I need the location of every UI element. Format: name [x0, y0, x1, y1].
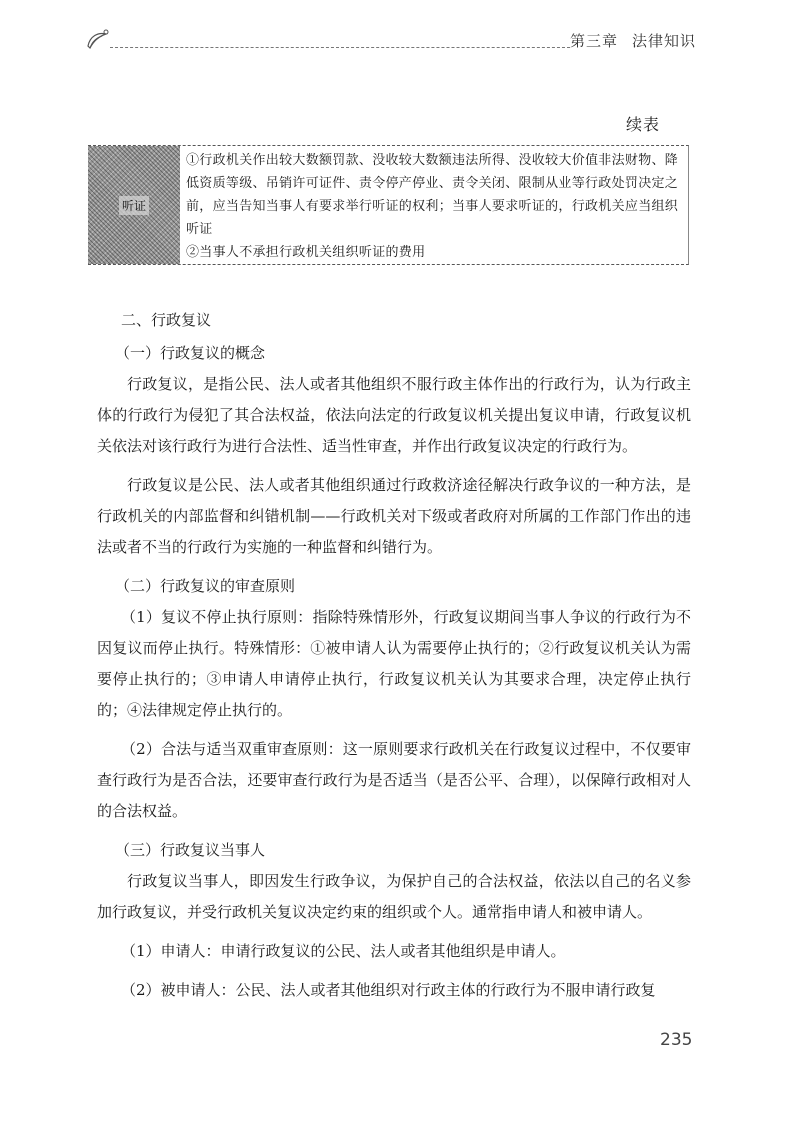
- chapter-title: 法律知识: [631, 32, 696, 50]
- paragraph-concept: 行政复议，是指公民、法人或者其他组织不服行政主体作出的行政行为，认为行政主体的行政行为侵犯了其合法权益，依法向法定的行政复议机关提出复议申请，行政复议机关依法对该行政行为进行合法性、适当性审查，并作出行政复议决定的行政行为。: [97, 375, 691, 455]
- table-row-label: 听证: [119, 196, 149, 215]
- leaf-icon: [84, 26, 112, 50]
- chapter-heading: [570, 30, 696, 51]
- principle-item-2: （2）合法与适当双重审查原则：这一原则要求行政机关在行政复议过程中，不仅要审查行政行为是否合法，还要审查行政行为是否适当（是否公平、合理），以保障行政相对人的合法权益。: [97, 740, 691, 820]
- running-header: [84, 22, 696, 56]
- paragraph-mechanism: 行政复议是公民、法人或者其他组织通过行政救济途径解决行政争议的一种方法，是行政机关的内部监督和纠错机制——行政机关对下级或者政府对所属的工作部门作出的违法或者不当的行政行为实施的一种监督和纠错行为。: [97, 476, 691, 556]
- continued-label: 续表: [626, 115, 661, 134]
- party-item-respondent: （2）被申请人：公民、法人或者其他组织对行政主体的行政行为不服申请行政复: [121, 981, 656, 999]
- paragraph-parties: 行政复议当事人，即因发生行政争议，为保护自己的合法权益，依法以自己的名义参加行政复议，并受行政机关复议决定约束的组织或个人。通常指申请人和被申请人。: [97, 872, 691, 921]
- table-row-header: [88, 146, 180, 264]
- continued-table: [88, 145, 689, 265]
- table-line-1: ①行政机关作出较大数额罚款、没收较大数额违法所得、没收较大价值非法财物、降低资质等级、吊销许可证件、责令停产停业、责令关闭、限制从业等行政处罚决定之前，应当告知当事人有要求举行听证的权利；当事人要求听证的，行政机关应当组织听证: [186, 153, 679, 237]
- subsection-title-principles: （二）行政复议的审查原则: [115, 577, 296, 595]
- body-content: [97, 305, 691, 1014]
- table-row-body: [180, 146, 688, 264]
- subsection-title-concept: （一）行政复议的概念: [115, 344, 266, 362]
- section-title: 二、行政复议: [121, 311, 212, 329]
- page-number: 235: [660, 1030, 693, 1050]
- chapter-number: 第三章: [569, 32, 618, 50]
- principle-item-1: （1）复议不停止执行原则：指除特殊情形外，行政复议期间当事人争议的行政行为不因复议而停止执行。特殊情形：①被申请人认为需要停止执行的；②行政复议机关认为需要停止执行的；③申请人申请停止执行，行政复议机关认为其要求合理，决定停止执行的；④法律规定停止执行的。: [97, 608, 691, 719]
- subsection-title-parties: （三）行政复议当事人: [115, 841, 266, 859]
- party-item-applicant: （1）申请人：申请行政复议的公民、法人或者其他组织是申请人。: [121, 942, 566, 960]
- header-rule: [110, 47, 570, 48]
- table-line-2: ②当事人不承担行政机关组织听证的费用: [186, 245, 426, 260]
